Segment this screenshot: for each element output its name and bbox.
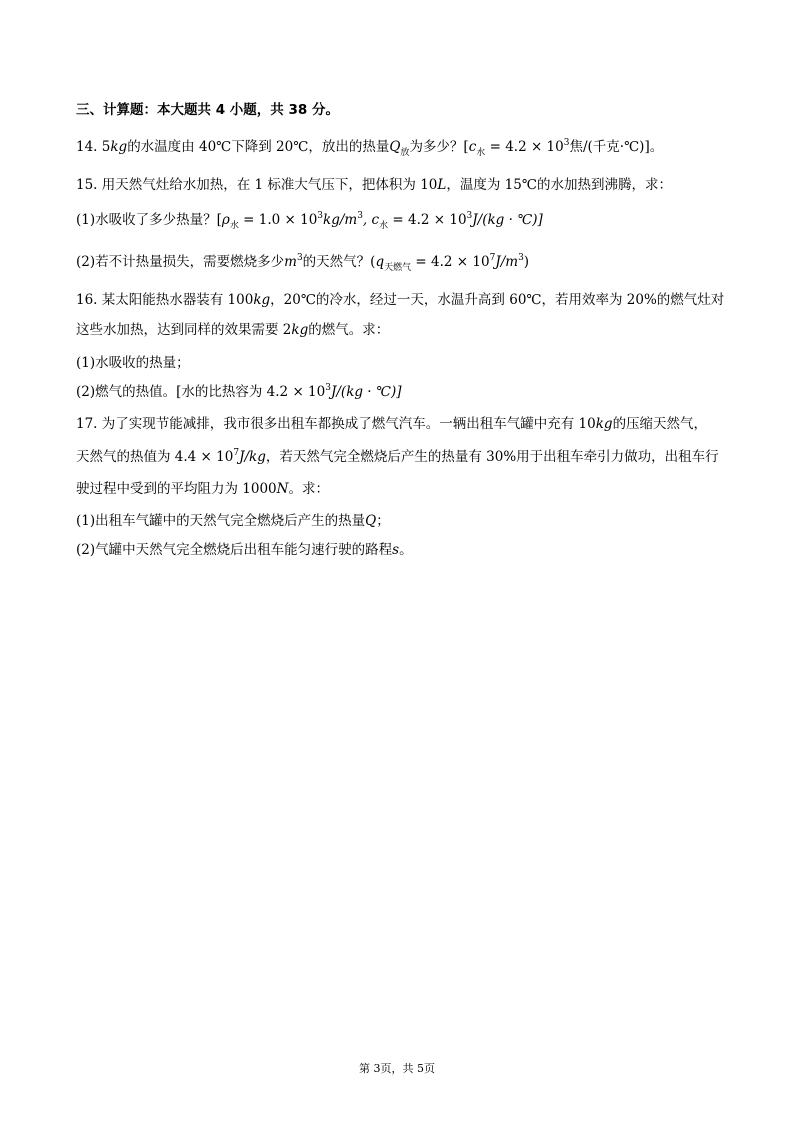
question-15-part-1: (1)水吸收了多少热量？[$\rho_水 = 1.0 \times 10^3kg/m^3$, $c_水 = 4.2 \times 10^3J/(kg$ · ℃)]	[76, 211, 543, 231]
question-17-line-1: 17. 为了实现节能减排，我市很多出租车都换成了燃气汽车。一辆出租车气罐中充有 10kg的压缩天然气，	[76, 416, 708, 432]
question-16-line-2: 这些水加热，达到同样的效果需要 2kg的燃气。求：	[76, 322, 390, 338]
question-14: 14. 5kg的水温度由 40℃下降到 20℃，放出的热量$Q_放$为多少？[$c_水 = 4.2 \times 10^3$焦/(千克·℃)]。	[76, 138, 664, 158]
question-15-part-2: (2)若不计热量损失，需要燃烧多少$m^3$的天然气？$(q_{天燃气} = 4.2 \times 10^7J/m^3)$	[76, 253, 530, 273]
question-17-line-2: 天然气的热值为 $4.4 \times 10^7J/kg$，若天然气完全燃烧后产生的热量有 30%用于出租车牵引力做功，出租车行	[76, 448, 719, 465]
question-17-part-2: (2)气罐中天然气完全燃烧后出租车能匀速行驶的路程s。	[76, 542, 413, 558]
question-17-part-1: (1)出租车气罐中的天然气完全燃烧后产生的热量Q；	[76, 513, 390, 529]
question-15: 15. 用天然气灶给水加热，在 1 标准大气压下，把体积为 10L，温度为 15℃的水加热到沸腾，求：	[76, 177, 672, 193]
question-16-part-1: (1)水吸收的热量；	[76, 355, 190, 371]
question-16-line-1: 16. 某太阳能热水器装有 100kg，20℃的冷水，经过一天，水温升高到 60℃，若用效率为 20%的燃气灶对	[76, 292, 725, 308]
page-footer: 第 3页，共 5页	[359, 1062, 435, 1075]
question-17-line-3: 驶过程中受到的平均阻力为 1000N。求：	[76, 481, 329, 497]
section-title: 三、计算题：本大题共 4 小题，共 38 分。	[76, 102, 339, 118]
question-16-part-2: (2)燃气的热值。[水的比热容为 $4.2 \times 10^3J/(kg$ · ℃)]	[76, 383, 402, 400]
